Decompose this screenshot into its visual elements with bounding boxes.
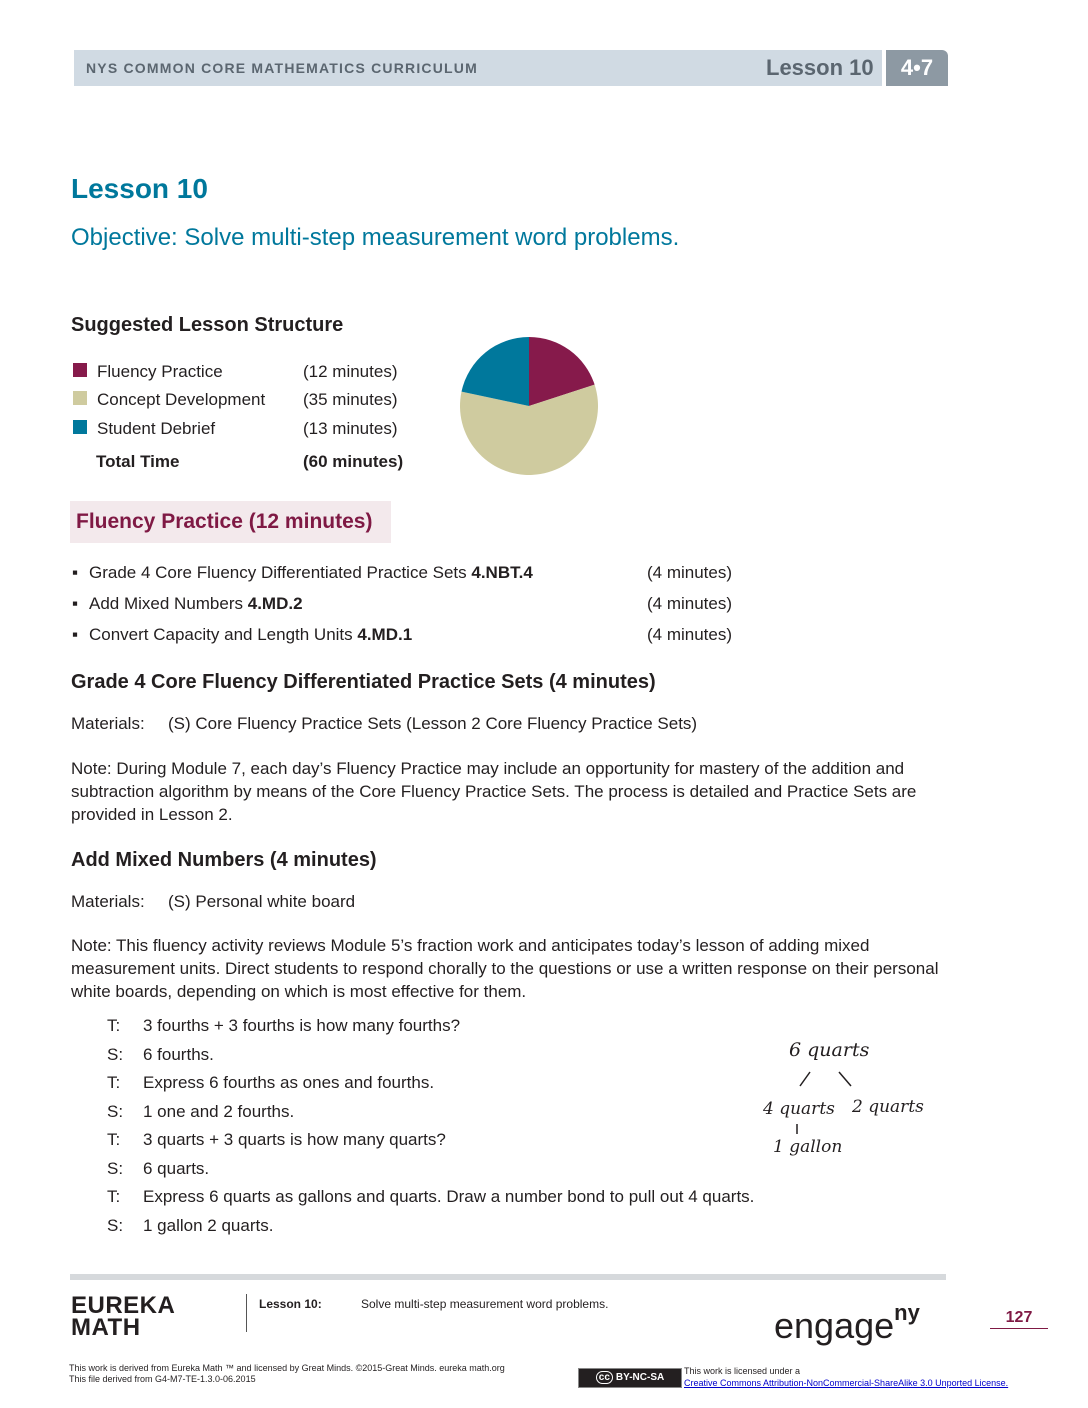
license-text: This work is licensed under a Creative Commons Attribution-NonCommercial-ShareAlike 3.0 Unported License.	[684, 1366, 1009, 1388]
total-time: (60 minutes)	[303, 452, 404, 471]
section-heading: Add Mixed Numbers (4 minutes)	[71, 849, 377, 871]
structure-label: Concept Development	[97, 390, 266, 409]
structure-time: (13 minutes)	[303, 419, 398, 438]
speaker: S:	[107, 1216, 124, 1235]
curriculum-label: NYS COMMON CORE MATHEMATICS CURRICULUM	[86, 60, 478, 76]
objective: Objective: Solve multi-step measurement word problems.	[71, 224, 680, 251]
fluency-item-time: (4 minutes)	[647, 625, 733, 644]
dialogue-line: 3 fourths + 3 fourths is how many fourths?	[143, 1016, 461, 1035]
legend-swatch	[73, 391, 87, 405]
fluency-item: Convert Capacity and Length Units 4.MD.1	[89, 625, 413, 644]
bond-line	[839, 1072, 851, 1086]
lesson-pie-chart	[456, 333, 602, 479]
materials-label: Materials:	[71, 714, 145, 733]
bullet-icon: ▪	[72, 594, 79, 613]
bond-part2: 2 quarts	[852, 1097, 924, 1117]
structure-label: Fluency Practice	[97, 362, 223, 381]
legend-swatch	[73, 363, 87, 377]
bond-line	[800, 1072, 810, 1086]
bond-converted: 1 gallon	[773, 1137, 843, 1157]
dialogue-line: Express 6 quarts as gallons and quarts. Draw a number bond to pull out 4 quarts.	[143, 1187, 755, 1206]
footer-separator	[246, 1294, 247, 1332]
footer-lesson-objective: Solve multi-step measurement word problems.	[361, 1297, 609, 1311]
total-label: Total Time	[96, 452, 180, 471]
speaker: T:	[107, 1187, 121, 1206]
dialogue-line: 6 quarts.	[143, 1159, 210, 1178]
license-link[interactable]: Creative Commons Attribution-NonCommercial-ShareAlike 3.0 Unported License.	[684, 1378, 1009, 1388]
bond-part1: 4 quarts	[763, 1099, 835, 1119]
materials: (S) Core Fluency Practice Sets (Lesson 2 Core Fluency Practice Sets)	[168, 714, 698, 733]
dialogue-line: 1 gallon 2 quarts.	[143, 1216, 274, 1235]
speaker: S:	[107, 1045, 124, 1064]
fluency-title: Fluency Practice (12 minutes)	[76, 510, 373, 533]
speaker: T:	[107, 1016, 121, 1035]
structure-time: (35 minutes)	[303, 390, 398, 409]
header-lesson: Lesson 10	[766, 55, 874, 80]
note: Note: This fluency activity reviews Module 5’s fraction work and anticipates today’s lesson of adding mixed measurement units. Direct students to respond chorally to the questions or use a written response on their personal white boards, depending on which is most effective for them.	[71, 936, 939, 1001]
fluency-item-time: (4 minutes)	[647, 594, 733, 613]
legend-swatch	[73, 420, 87, 434]
fluency-item: Grade 4 Core Fluency Differentiated Practice Sets 4.NBT.4	[89, 563, 533, 582]
materials-label: Materials:	[71, 892, 145, 911]
structure-time: (12 minutes)	[303, 362, 398, 381]
page-number: 127	[990, 1309, 1048, 1329]
dialogue-line: Express 6 fourths as ones and fourths.	[143, 1073, 435, 1092]
fluency-item-time: (4 minutes)	[647, 563, 733, 582]
section-heading: Grade 4 Core Fluency Differentiated Practice Sets (4 minutes)	[71, 671, 656, 693]
bond-whole: 6 quarts	[789, 1039, 870, 1061]
bullet-icon: ▪	[72, 625, 79, 644]
footer-lesson-label: Lesson 10:	[259, 1297, 322, 1311]
note: Note: During Module 7, each day’s Fluency Practice may include an opportunity for mastery of the addition and subtraction algorithm by means of the Core Fluency Practice Sets. The process is detailed and Practice Sets are provided in Lesson 2.	[71, 759, 917, 824]
page-title: Lesson 10	[71, 173, 208, 204]
materials: (S) Personal white board	[168, 892, 356, 911]
fluency-item: Add Mixed Numbers 4.MD.2	[89, 594, 303, 613]
grade-module-badge: 4•7	[886, 50, 948, 86]
credit-text: This work is derived from Eureka Math ™ and licensed by Great Minds. ©2015-Great Minds. eureka math.org This file derived from G4-M7-TE-1.3.0-06.2015	[69, 1363, 505, 1384]
structure-label: Student Debrief	[97, 419, 216, 438]
dialogue-line: 3 quarts + 3 quarts is how many quarts?	[143, 1130, 446, 1149]
cc-license-badge: cc BY-NC-SA	[578, 1368, 682, 1388]
structure-row	[73, 360, 87, 383]
speaker: S:	[107, 1102, 124, 1121]
dialogue-line: 6 fourths.	[143, 1045, 214, 1064]
number-bond-drawing	[755, 1030, 945, 1170]
bullet-icon: ▪	[72, 563, 79, 582]
engageny-logo: engage$^{ny}$	[774, 1300, 920, 1346]
speaker: T:	[107, 1073, 121, 1092]
structure-heading: Suggested Lesson Structure	[71, 314, 344, 336]
eureka-math-logo: EUREKA MATH	[71, 1292, 176, 1341]
footer-divider	[70, 1274, 946, 1280]
speaker: S:	[107, 1159, 124, 1178]
structure-row	[73, 388, 87, 411]
speaker: T:	[107, 1130, 121, 1149]
structure-row	[73, 417, 87, 440]
dialogue-line: 1 one and 2 fourths.	[143, 1102, 295, 1121]
